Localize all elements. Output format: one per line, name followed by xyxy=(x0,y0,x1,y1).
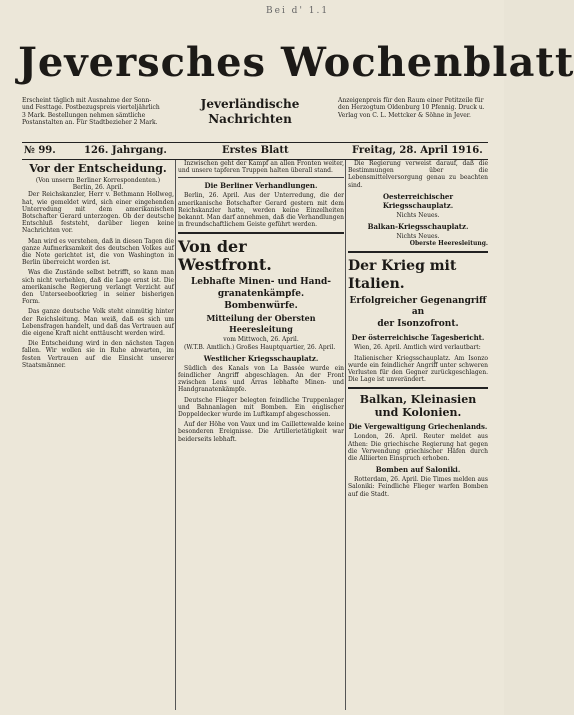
archive-stamp: Bei d' 1.1 xyxy=(266,6,330,16)
edition-label: Erstes Blatt xyxy=(222,145,289,156)
balkan-heading: Balkan, Kleinasien und Kolonien. xyxy=(359,393,477,420)
dateline xyxy=(22,142,488,160)
article-paragraph: Man wird es verstehen, daß in diesen Tagen die ganze Aufmerksamkeit des deutschen Volkes auf die Note gerichtet ist, die von Washington in Berlin überreicht worden ist. xyxy=(22,237,174,267)
separator xyxy=(178,177,344,178)
front-subheading: Lebhafte Minen- und Hand- xyxy=(190,277,332,288)
front-subheading: Mitteilung der Obersten Heeresleitung xyxy=(206,313,316,335)
article-paragraph: Der Reichskanzler, Herr v. Bethmann Hollweg, hat, wie gemeldet wird, sich einer eingehenden Unterredung mit dem amerikanischen Botschafter Gerard unterzogen. Ob der deutsche Entschluß feststeht, darüber liegen keine Nachrichten vor. xyxy=(22,191,174,235)
article-paragraph: Was die Zustände selbst betrifft, so kann man sich nicht verhehlen, daß die Lage ernst ist. Die amerikanische Regierung verlangt Verzicht auf den Unterseebootkrieg in seiner bisherigen Form. xyxy=(22,269,174,306)
section-heading: Bomben auf Saloniki. xyxy=(375,465,461,475)
front-date: vom Mittwoch, 26. April. xyxy=(223,336,299,344)
header-subtitle xyxy=(170,97,330,139)
front-subheading: Bombenwürfe. xyxy=(224,301,298,312)
separator xyxy=(348,251,488,253)
separator xyxy=(178,232,344,234)
report-place: Wien, 26. April. Amtlich wird verlautbart: xyxy=(354,344,481,352)
article-paragraph: Inzwischen geht der Kampf an allen Fronten weiter, und unsere tapferen Truppen halten überall stand. xyxy=(178,160,344,175)
italy-subheading: der Isonzofront. xyxy=(377,319,459,330)
issue-number: № 99. xyxy=(24,145,56,156)
section-text: Nichts Neues. xyxy=(396,211,440,219)
article-paragraph: Die Regierung verweist darauf, daß die Bestimmungen über die Lebensmittelversorgung genau zu beachten sind. xyxy=(348,160,488,189)
balkan-subheading: Die Vergewaltigung Griechenlands. xyxy=(348,422,488,432)
article-paragraph: Deutsche Flieger belegten feindliche Truppenlager und Bahnanlagen mit Bomben. Ein englischer Doppeldecker wurde im Luftkampf abgeschossen. xyxy=(178,396,344,419)
section-heading: Balkan-Kriegsschauplatz. xyxy=(367,222,469,232)
column-3 xyxy=(348,160,488,710)
article-paragraph: Die Entscheidung wird in den nächsten Tagen fallen. Wir wollen sie in Ruhe abwarten, im festen Vertrauen auf die Einsicht unserer Staatsmänner. xyxy=(22,340,174,369)
article-paragraph: Auf der Höhe von Vaux und im Caillettewalde keine besonderen Ereignisse. Die Artillerietätigkeit war beiderseits lebhaft. xyxy=(178,421,344,443)
column-2 xyxy=(178,160,344,710)
section-text: Nichts Neues. xyxy=(396,233,440,241)
italy-subheading: Erfolgreicher Gegenangriff an xyxy=(349,296,487,318)
article-heading: Vor der Entscheidung. xyxy=(29,162,167,175)
masthead-title: Jeversches Wochenblatt xyxy=(18,39,574,86)
column-1 xyxy=(22,160,174,710)
article-byline: (Von unserm Berliner Korrespondenten.) xyxy=(35,177,161,184)
article-paragraph: London, 26. April. Reuter meldet aus Athen: Die griechische Regierung hat gegen die Verwendung griechischer Häfen durch die Alliierten Einspruch erhoben. xyxy=(348,433,488,463)
report-place: (W.T.B. Amtlich.) Großes Hauptquartier, 26. April. xyxy=(184,343,336,351)
volume-year: 126. Jahrgang. xyxy=(84,145,167,156)
article-paragraph: Das ganze deutsche Volk steht einmütig hinter der Reichsleitung. Man weiß, daß es sich um Lebensfragen handelt, und daß das Vertrauen auf die eigene Kraft nicht enttäuscht werden wird. xyxy=(22,308,174,338)
subtitle-line-2: Nachrichten xyxy=(208,112,292,126)
column-rule xyxy=(345,160,346,710)
article-paragraph: Südlich des Kanals von La Bassée wurde ein feindlicher Angriff abgeschlagen. An der Front zwischen Lens und Arras lebhafte Minen- und Handgranatenkämpfe. xyxy=(178,364,344,394)
article-place: Berlin, 26. April. xyxy=(72,184,124,192)
issue-date: Freitag, 28. April 1916. xyxy=(352,145,483,156)
header-right-notice: Anzeigenpreis für den Raum einer Petitzeile für den Herzogtum Oldenburg 10 Pfennig. Druck u. Verlag von C. L. Mettcker & Söhne in Jever. xyxy=(338,97,485,119)
article-paragraph: Rotterdam, 26. April. Die Times melden aus Saloniki: Feindliche Flieger warfen Bomben auf die Stadt. xyxy=(348,476,488,498)
column-rule xyxy=(175,160,176,710)
front-heading: Von der Westfront. xyxy=(178,237,272,275)
signature: Oberste Heeresleitung. xyxy=(409,240,488,248)
subtitle-line-1: Jeverländische xyxy=(200,97,300,111)
front-subheading: granatenkämpfe. xyxy=(217,289,305,300)
section-heading: Die Berliner Verhandlungen. xyxy=(204,181,318,191)
article-paragraph: Berlin, 26. April. Aus der Unterredung, die der amerikanische Botschafter Gerard gestern mit dem Reichskanzler hatte, werden keine Einzelheiten bekannt. Man darf annehmen, daß die Verhandlungen in freundschaftlichem Geiste geführt werden. xyxy=(178,192,344,229)
separator xyxy=(348,387,488,389)
header-left-notice: Erscheint täglich mit Ausnahme der Sonn- und Festtage. Postbezugspreis vierteljährlich 3 Mark. Bestellungen nehmen sämtliche Postanstalten an. Für Stadtbezieher 2 Mark. xyxy=(22,97,160,127)
section-heading: Oesterreichischer Kriegsschauplatz. xyxy=(382,191,454,210)
article-paragraph: Italienischer Kriegsschauplatz. Am Isonzo wurde ein feindlicher Angriff unter schweren Verlusten für den Gegner zurückgeschlagen. Die Lage ist unverändert. xyxy=(348,354,488,384)
section-heading: Westlicher Kriegsschauplatz. xyxy=(203,353,319,363)
italy-heading: Der Krieg mit Italien. xyxy=(348,258,457,293)
section-heading: Der österreichische Tagesbericht. xyxy=(351,333,485,343)
